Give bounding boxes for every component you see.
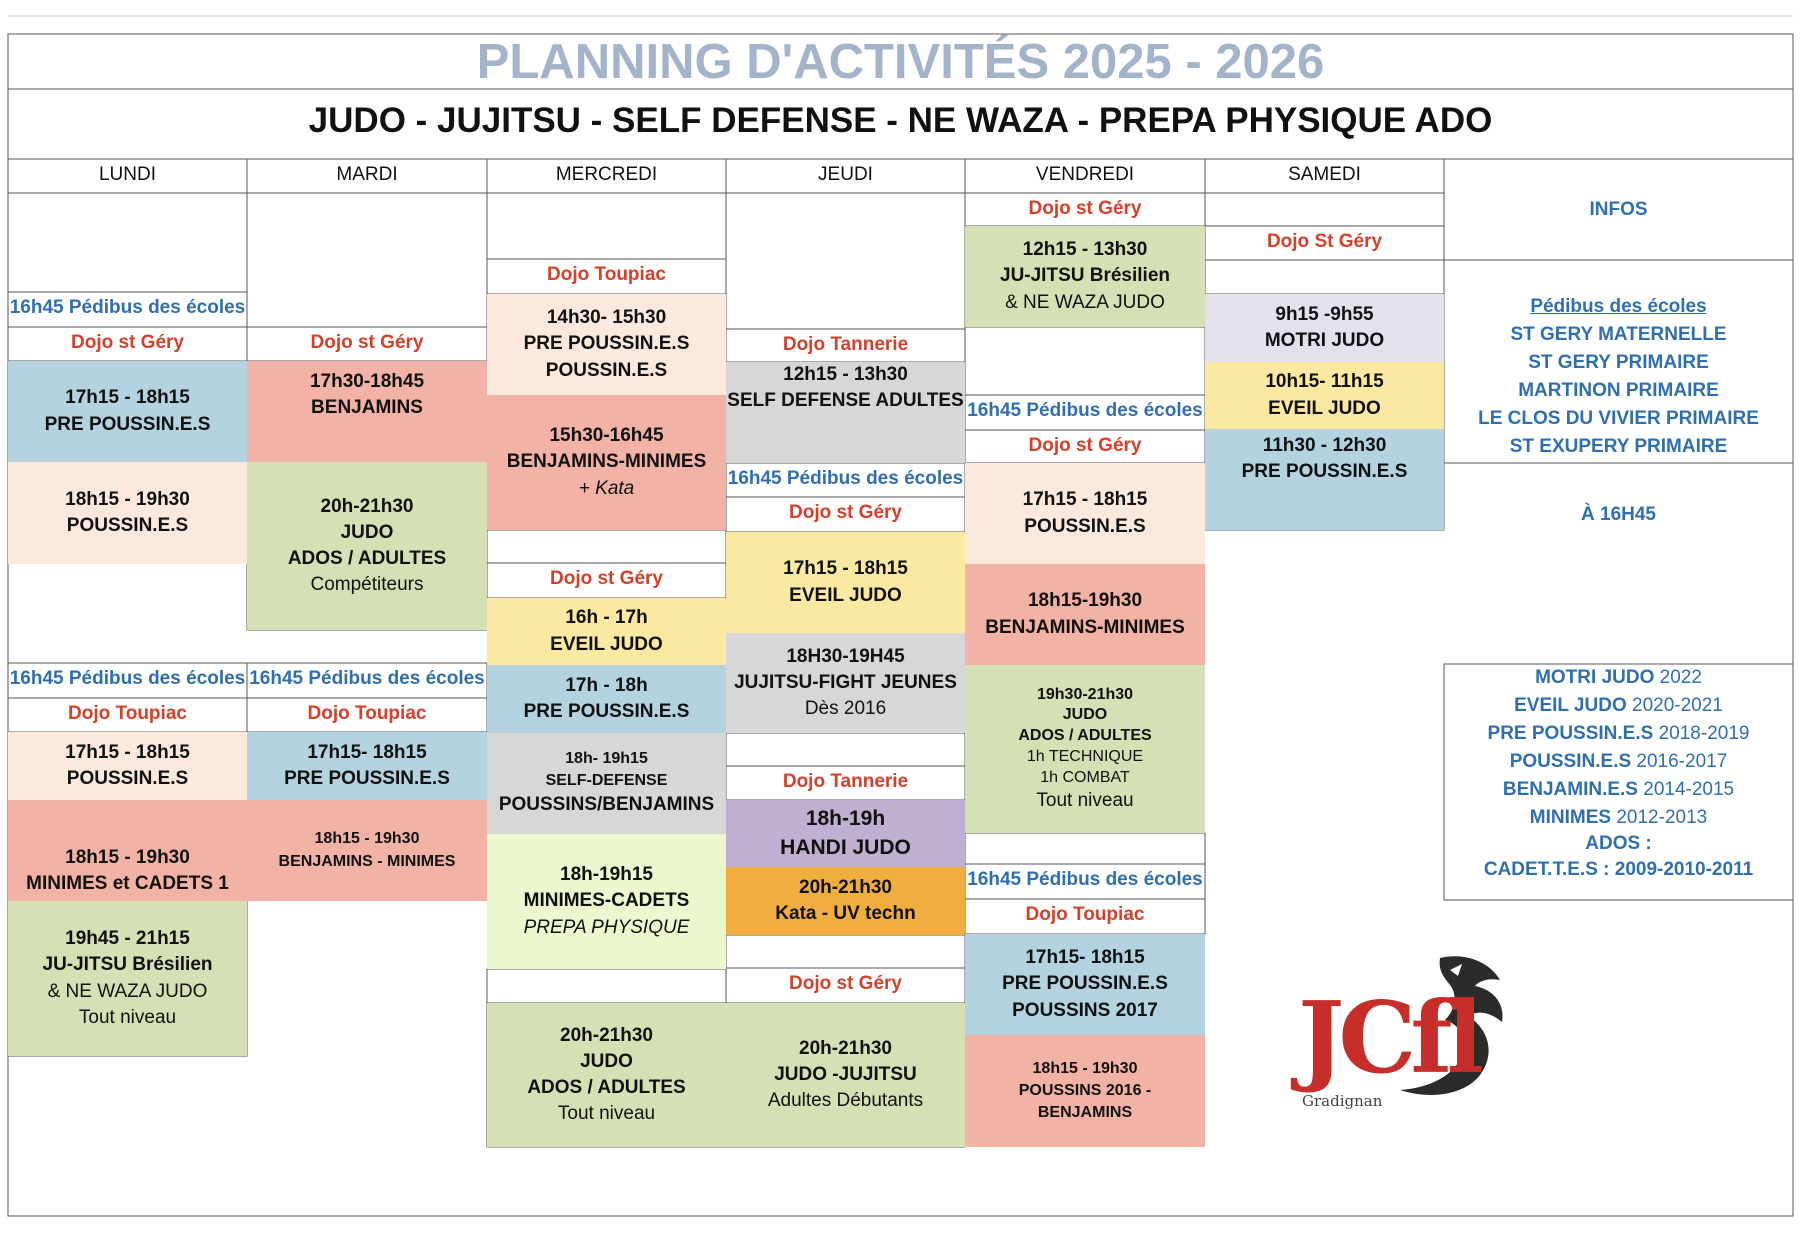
day-header-lundi: LUNDI [98,164,156,185]
grid-box [487,193,726,259]
infos-category: MINIMES 2012-2013 [1529,807,1708,828]
infos-pedibus-block [1444,293,1793,523]
mardi-class-1: 17h30-18h45 BENJAMINS [247,361,487,462]
vendredi-class-2: 17h15 - 18h15 POUSSIN.E.S [965,463,1205,564]
day-header-mercredi: MERCREDI [555,164,658,185]
lundi-class-1: 17h15 - 18h15 PRE POUSSIN.E.S [8,361,247,462]
mercredi-location-2: Dojo st Géry [550,568,663,589]
lundi-class-4: 18h15 - 19h30 MINIMES et CADETS 1 [8,800,247,901]
grid-box [247,193,487,327]
lundi-pedibus-1: 16h45 Pédibus des écoles [9,297,246,318]
lundi-class-3: 17h15 - 18h15 POUSSIN.E.S [8,732,247,800]
vendredi-class-1: 12h15 - 13h30 JU-JITSU Brésilien & NE WAZA JUDO [965,226,1205,327]
mercredi-location-1: Dojo Toupiac [547,264,666,285]
infos-school: ST GERY MATERNELLE [1510,324,1727,345]
day-header-mardi: MARDI [336,164,398,185]
grid-box [726,935,965,968]
infos-time: À 16H45 [1581,504,1656,525]
lundi-class-2: 18h15 - 19h30 POUSSIN.E.S [8,462,247,564]
jeudi-class-5: 20h-21h30 Kata - UV techn [726,867,965,935]
grid-box [1205,193,1444,226]
page-subtitle: JUDO - JUJITSU - SELF DEFENSE - NE WAZA - PREPA PHYSIQUE ADO [308,101,1493,140]
infos-category: PRE POUSSIN.E.S 2018-2019 [1487,723,1750,744]
page-title: PLANNING D'ACTIVITÉS 2025 - 2026 [476,35,1325,89]
jeudi-location-4: Dojo st Géry [789,973,902,994]
infos-school: MARTINON PRIMAIRE [1518,380,1719,401]
vendredi-location-1: Dojo st Géry [1028,198,1142,219]
mardi-class-3: 17h15- 18h15 PRE POUSSIN.E.S [247,732,487,800]
jeudi-class-3: 18H30-19H45 JUJITSU-FIGHT JEUNES Dès 2016 [726,633,965,733]
grid-box [726,733,965,766]
grid-box [487,530,726,563]
infos-school: ST EXUPERY PRIMAIRE [1509,436,1728,457]
infos-categories-block [1444,664,1793,884]
grid-box [726,193,965,329]
mercredi-class-5: 18h- 19h15 SELF-DEFENSE POUSSINS/BENJAMINS [487,733,726,834]
grid-box [965,327,1205,395]
jeudi-class-6: 20h-21h30 JUDO -JUJITSU Adultes Débutants [726,1003,965,1147]
grid-box [487,969,726,1003]
lundi-pedibus-2: 16h45 Pédibus des écoles [9,668,246,689]
vendredi-class-3: 18h15-19h30 BENJAMINS-MINIMES [965,564,1205,665]
jeudi-location-1: Dojo Tannerie [782,334,909,355]
mercredi-class-6: 18h-19h15 MINIMES-CADETS PREPA PHYSIQUE [487,834,726,969]
logo-text: JCfl [1298,981,1478,1096]
mardi-class-4: 18h15 - 19h30 BENJAMINS - MINIMES [247,800,487,901]
mardi-pedibus-1: 16h45 Pédibus des écoles [249,668,485,689]
jeudi-class-2: 17h15 - 18h15 EVEIL JUDO [726,532,965,633]
infos-school: ST GERY PRIMAIRE [1528,352,1709,373]
infos-cadets: CADET.T.E.S : 2009-2010-2011 [1483,859,1754,880]
day-header-vendredi: VENDREDI [1035,164,1135,185]
vendredi-class-5: 17h15- 18h15 PRE POUSSIN.E.S POUSSINS 2017 [965,934,1205,1035]
mercredi-class-3: 16h - 17h EVEIL JUDO [487,598,726,665]
grid-box [1205,260,1444,294]
mercredi-class-2: 15h30-16h45 BENJAMINS-MINIMES + Kata [487,395,726,530]
infos-school: LE CLOS DU VIVIER PRIMAIRE [1478,408,1759,429]
club-logo [1290,950,1530,1120]
mardi-location-2: Dojo Toupiac [307,703,427,724]
jeudi-location-2: Dojo st Géry [789,502,902,523]
infos-ados-label: ADOS : [1585,833,1652,854]
vendredi-location-3: Dojo Toupiac [1025,904,1145,925]
mercredi-class-7: 20h-21h30 JUDO ADOS / ADULTES Tout niveau [487,1003,726,1147]
mardi-class-2: 20h-21h30 JUDO ADOS / ADULTES Compétiteurs [247,462,487,630]
lundi-location-1: Dojo st Géry [71,332,184,353]
infos-pedibus-title: Pédibus des écoles [1530,296,1707,317]
jeudi-class-1: 12h15 - 13h30 SELF DEFENSE ADULTES [726,362,965,463]
day-header-jeudi: JEUDI [818,164,873,185]
grid-box [965,833,1205,864]
vendredi-class-4: 19h30-21h30 JUDO ADOS / ADULTES 1h TECHNIQUE 1h COMBAT Tout niveau [965,665,1205,833]
samedi-class-3: 11h30 - 12h30 PRE POUSSIN.E.S [1205,429,1444,530]
vendredi-class-6: 18h15 - 19h30 POUSSINS 2016 - BENJAMINS [965,1035,1205,1147]
mardi-location-1: Dojo st Géry [310,332,424,353]
samedi-class-1: 9h15 -9h55 MOTRI JUDO [1205,294,1444,362]
lundi-class-5: 19h45 - 21h15 JU-JITSU Brésilien & NE WAZA JUDO Tout niveau [8,901,247,1056]
samedi-location-1: Dojo St Géry [1266,231,1383,252]
samedi-class-2: 10h15- 11h15 EVEIL JUDO [1205,362,1444,429]
mercredi-class-1: 14h30- 15h30 PRE POUSSIN.E.S POUSSIN.E.S [487,294,726,395]
jeudi-pedibus-1: 16h45 Pédibus des écoles [727,468,964,489]
infos-category: BENJAMIN.E.S 2014-2015 [1502,779,1735,800]
vendredi-pedibus-2: 16h45 Pédibus des écoles [967,869,1203,890]
infos-category: MOTRI JUDO 2022 [1535,667,1702,688]
vendredi-pedibus-1: 16h45 Pédibus des écoles [967,400,1203,421]
infos-header: INFOS [1589,199,1648,220]
jeudi-location-3: Dojo Tannerie [782,771,909,792]
jeudi-class-4: 18h-19h HANDI JUDO [726,800,965,867]
logo-place: Gradignan [1302,1092,1383,1110]
mercredi-class-4: 17h - 18h PRE POUSSIN.E.S [487,665,726,733]
day-header-samedi: SAMEDI [1288,164,1361,185]
lundi-location-2: Dojo Toupiac [68,703,187,724]
vendredi-location-2: Dojo st Géry [1028,435,1142,456]
infos-category: POUSSIN.E.S 2016-2017 [1509,751,1728,772]
infos-category: EVEIL JUDO 2020-2021 [1514,695,1723,716]
